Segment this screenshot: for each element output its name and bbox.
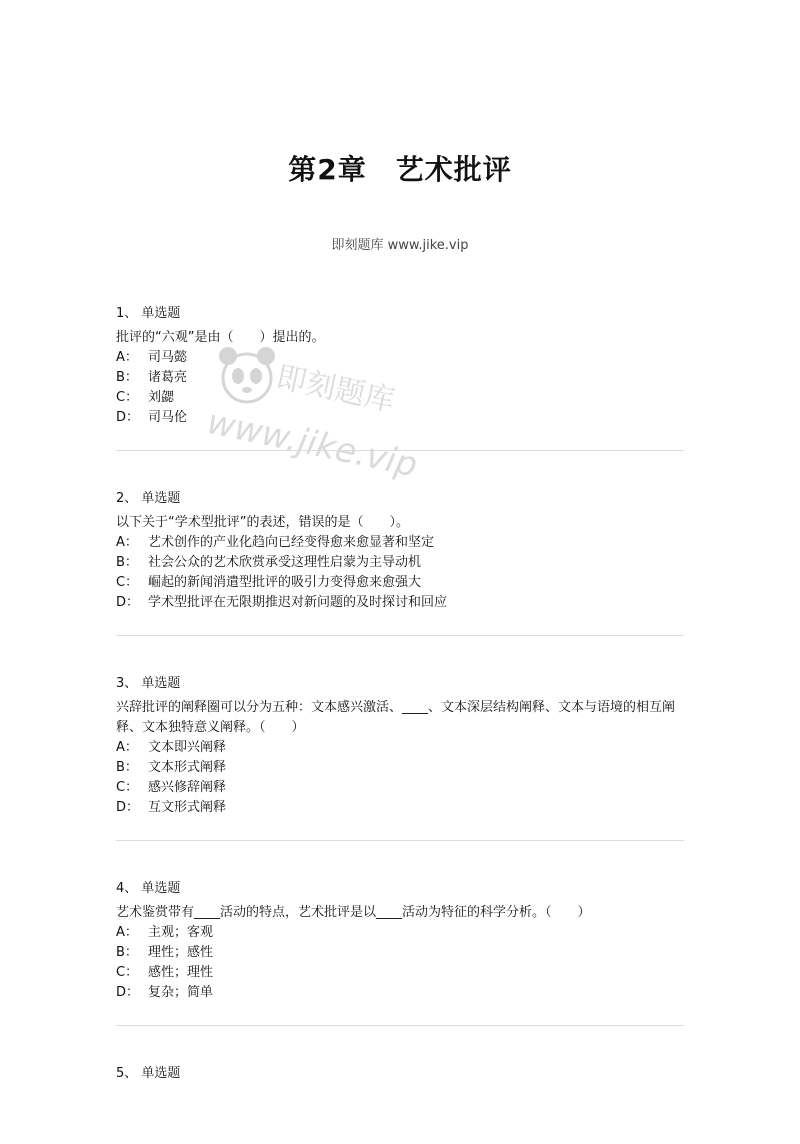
option-c[interactable] xyxy=(116,388,684,408)
option-d[interactable] xyxy=(116,983,684,1003)
option-b[interactable] xyxy=(116,943,684,963)
option-text: 感性；理性 xyxy=(148,965,214,980)
option-letter: D： xyxy=(116,410,140,425)
option-list xyxy=(116,923,684,1003)
option-list xyxy=(116,533,684,613)
question-header xyxy=(116,674,684,694)
option-b[interactable] xyxy=(116,553,684,573)
option-letter: C： xyxy=(116,575,139,590)
option-text: 理性；感性 xyxy=(148,945,214,960)
option-a[interactable] xyxy=(116,923,684,943)
option-text: 学术型批评在无限期推迟对新问题的及时探讨和回应 xyxy=(148,595,448,610)
option-letter: B： xyxy=(116,760,138,775)
option-letter: D： xyxy=(116,800,140,815)
question-stem: 以下关于“学术型批评”的表述，错误的是（ ）。 xyxy=(116,515,409,530)
question-stem: 批评的“六观”是由（ ）提出的。 xyxy=(116,330,325,345)
question-number: 5、 xyxy=(116,1066,138,1081)
question-number: 3、 xyxy=(116,676,138,691)
option-letter: D： xyxy=(116,985,140,1000)
option-b[interactable] xyxy=(116,368,684,388)
question-number: 1、 xyxy=(116,306,138,321)
option-letter: A： xyxy=(116,535,138,550)
question-type: 单选题 xyxy=(141,306,181,321)
question-item xyxy=(116,300,684,451)
option-text: 刘勰 xyxy=(148,390,175,405)
option-a[interactable] xyxy=(116,738,684,758)
option-list xyxy=(116,348,684,428)
question-item xyxy=(116,485,684,636)
option-letter: A： xyxy=(116,350,138,365)
option-letter: A： xyxy=(116,740,138,755)
question-item xyxy=(116,1060,684,1110)
question-item xyxy=(116,670,684,841)
option-a[interactable] xyxy=(116,348,684,368)
option-d[interactable] xyxy=(116,593,684,613)
question-type: 单选题 xyxy=(141,491,181,506)
option-d[interactable] xyxy=(116,408,684,428)
option-letter: C： xyxy=(116,965,139,980)
question-header xyxy=(116,879,684,899)
question-header xyxy=(116,489,684,509)
question-type: 单选题 xyxy=(141,881,181,896)
option-letter: C： xyxy=(116,780,139,795)
watermark-url-text: www.jike.vip xyxy=(203,402,421,486)
option-text: 复杂；简单 xyxy=(148,985,214,1000)
option-text: 艺术创作的产业化趋向已经变得愈来愈显著和坚定 xyxy=(148,535,435,550)
option-text: 司马伦 xyxy=(148,410,188,425)
option-text: 互文形式阐释 xyxy=(148,800,227,815)
option-letter: A： xyxy=(116,925,138,940)
option-text: 司马懿 xyxy=(148,350,188,365)
option-c[interactable] xyxy=(116,778,684,798)
option-text: 崛起的新闻消遣型批评的吸引力变得愈来愈强大 xyxy=(148,575,422,590)
question-number: 4、 xyxy=(116,881,138,896)
option-text: 社会公众的艺术欣赏承受这理性启蒙为主导动机 xyxy=(148,555,422,570)
option-letter: B： xyxy=(116,555,138,570)
question-header xyxy=(116,304,684,324)
site-subtitle: 即刻题库 www.jike.vip xyxy=(331,238,469,253)
question-stem: 兴辞批评的阐释圈可以分为五种：文本感兴激活、____、文本深层结构阐释、文本与语境的相互阐释、文本独特意义阐释。（ ） xyxy=(116,700,676,735)
question-list xyxy=(116,300,684,1144)
option-d[interactable] xyxy=(116,798,684,818)
question-type: 单选题 xyxy=(141,676,181,691)
option-text: 感兴修辞阐释 xyxy=(148,780,227,795)
option-c[interactable] xyxy=(116,963,684,983)
option-text: 文本形式阐释 xyxy=(148,760,227,775)
option-b[interactable] xyxy=(116,758,684,778)
option-text: 主观；客观 xyxy=(148,925,214,940)
option-c[interactable] xyxy=(116,573,684,593)
option-letter: B： xyxy=(116,370,138,385)
question-header xyxy=(116,1064,684,1084)
page-title: 第2章 艺术批评 xyxy=(288,153,512,186)
question-type: 单选题 xyxy=(141,1066,181,1081)
question-number: 2、 xyxy=(116,491,138,506)
option-letter: C： xyxy=(116,390,139,405)
question-stem: 艺术鉴赏带有____活动的特点，艺术批评是以____活动为特征的科学分析。（ ） xyxy=(116,905,591,920)
watermark-brand-text: 即刻题库 xyxy=(273,359,398,420)
option-list xyxy=(116,738,684,818)
option-text: 文本即兴阐释 xyxy=(148,740,227,755)
option-text: 诸葛亮 xyxy=(148,370,188,385)
option-a[interactable] xyxy=(116,533,684,553)
question-item xyxy=(116,875,684,1026)
option-letter: D： xyxy=(116,595,140,610)
option-letter: B： xyxy=(116,945,138,960)
